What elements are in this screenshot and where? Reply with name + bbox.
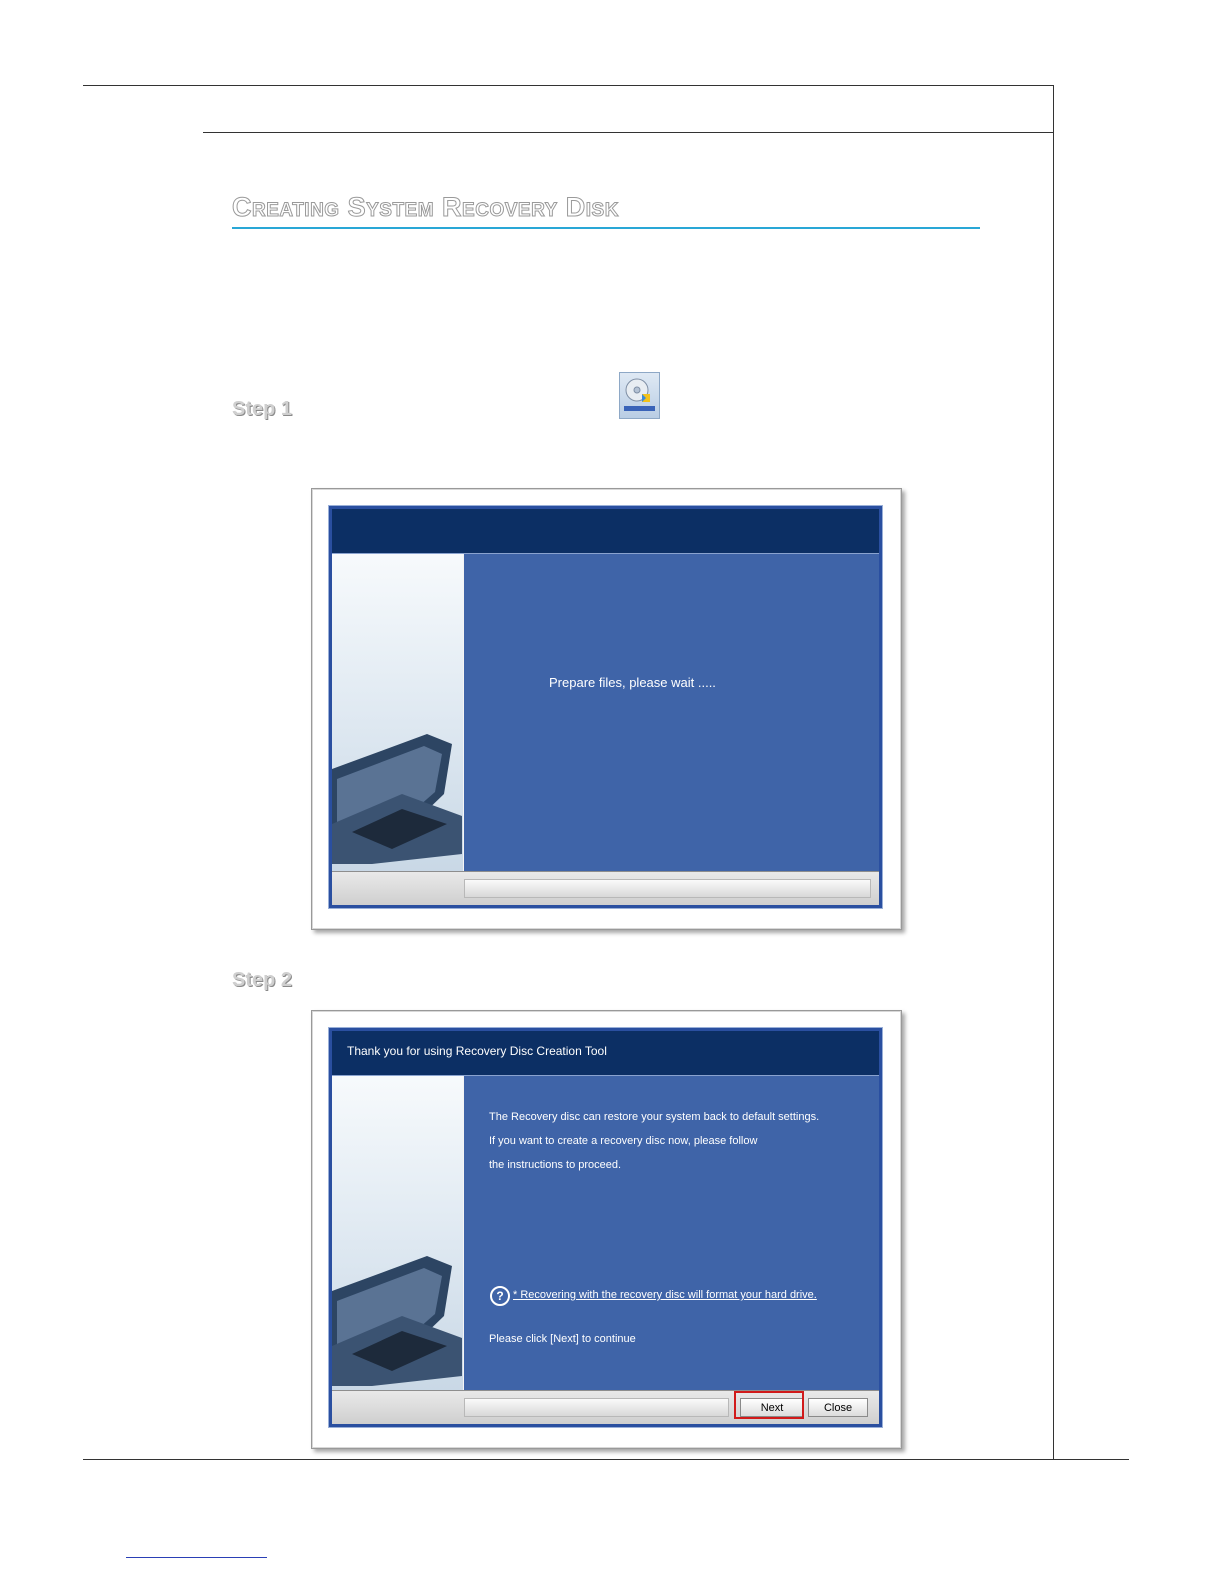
- step-1-screenshot: [311, 488, 902, 930]
- step-2-label: Step 2: [232, 969, 293, 991]
- recovery-tool-window: [329, 1028, 882, 1427]
- progress-bar: [464, 879, 871, 898]
- body-line-2: If you want to create a recovery disc now, please follow: [489, 1135, 758, 1147]
- header-rule: [203, 132, 1054, 133]
- laptop-side-image: [332, 1076, 463, 1390]
- continue-instruction: Please click [Next] to continue: [489, 1333, 636, 1345]
- help-icon: ?: [490, 1286, 510, 1306]
- close-button[interactable]: Close: [808, 1398, 868, 1417]
- body-line-1: The Recovery disc can restore your system back to default settings.: [489, 1111, 820, 1123]
- step-2-screenshot: [311, 1010, 902, 1449]
- window-main-panel: [464, 554, 879, 871]
- status-text: Prepare files, please wait .....: [549, 675, 716, 690]
- section-title: Creating System Recovery Disk: [232, 192, 619, 222]
- progress-bar: [464, 1398, 729, 1417]
- window-footer: [332, 871, 879, 905]
- window-footer: [332, 1390, 879, 1424]
- recovery-tool-window: [329, 506, 882, 908]
- next-button-highlight: [734, 1391, 804, 1419]
- top-rule: [83, 85, 1054, 86]
- format-warning-link[interactable]: * Recovering with the recovery disc will format your hard drive.: [513, 1289, 817, 1301]
- title-underline: [232, 227, 980, 229]
- window-header: [332, 509, 879, 554]
- window-header: [332, 1031, 879, 1076]
- window-title: Thank you for using Recovery Disc Creation Tool: [347, 1044, 607, 1058]
- body-line-3: the instructions to proceed.: [489, 1159, 622, 1171]
- footer-link-underline: [126, 1557, 267, 1558]
- recovery-disc-tool-icon[interactable]: [619, 372, 660, 419]
- right-margin-rule: [1053, 85, 1054, 1460]
- bottom-rule: [83, 1459, 1129, 1460]
- step-1-label: Step 1: [232, 398, 293, 420]
- next-button[interactable]: Next: [740, 1398, 804, 1417]
- window-main-panel: [464, 1076, 879, 1390]
- laptop-side-image: [332, 554, 463, 871]
